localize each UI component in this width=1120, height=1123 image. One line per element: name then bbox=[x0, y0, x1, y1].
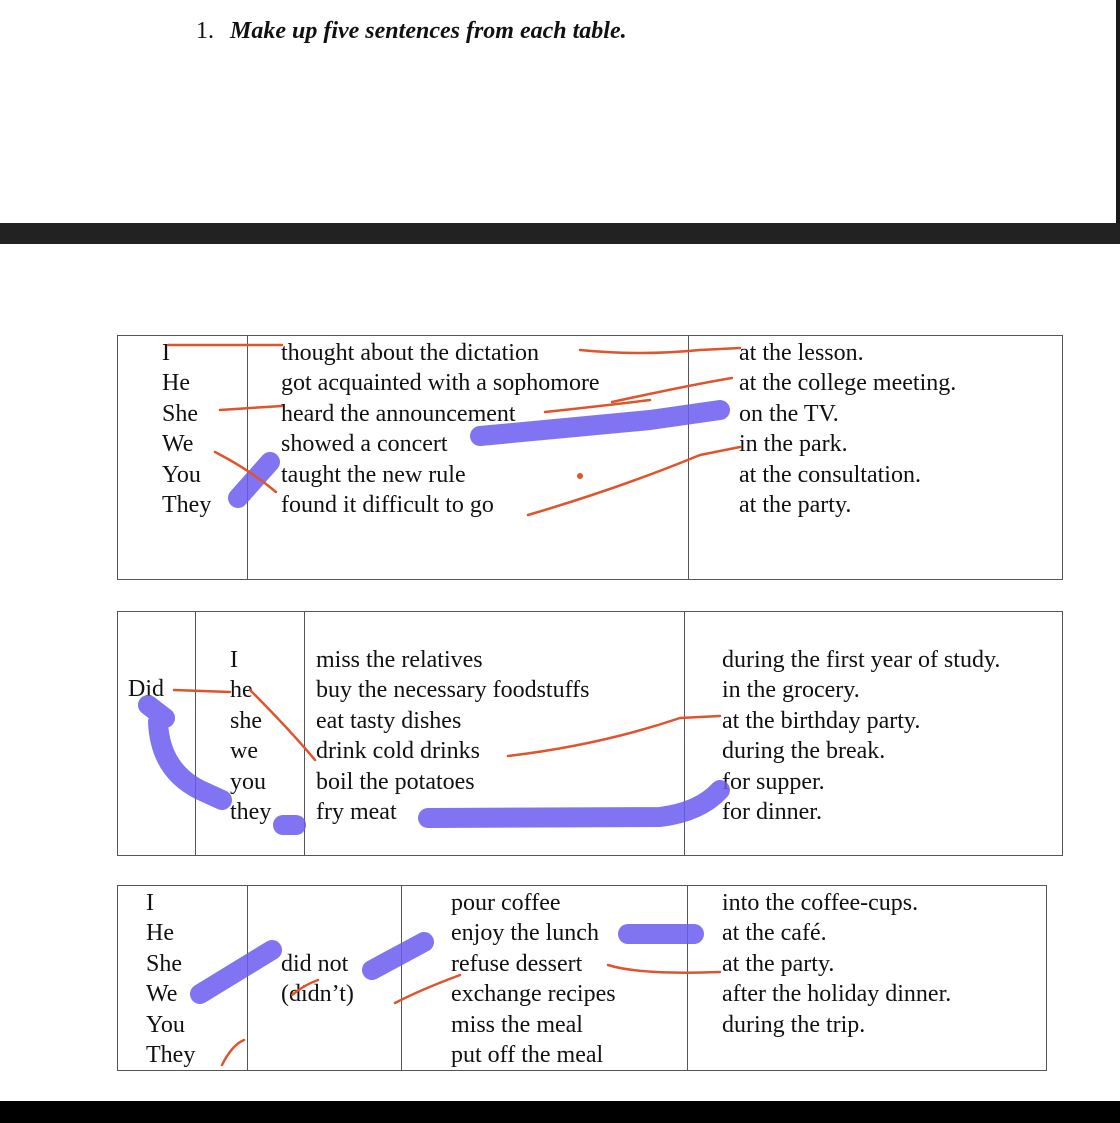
list-item: boil the potatoes bbox=[316, 768, 475, 795]
list-item: refuse dessert bbox=[451, 950, 583, 977]
page-divider bbox=[0, 223, 1120, 244]
table-3-negation bbox=[281, 949, 354, 1010]
list-item: we bbox=[230, 738, 258, 765]
list-item: heard the announcement bbox=[281, 400, 516, 427]
list-item: showed a concert bbox=[281, 431, 448, 458]
list-item: I bbox=[162, 340, 170, 366]
table-3-actions bbox=[451, 888, 616, 1070]
table-2-divider-3 bbox=[684, 612, 685, 855]
list-item: after the holiday dinner. bbox=[722, 981, 952, 1008]
table-3-subjects bbox=[146, 888, 195, 1070]
list-item: miss the meal bbox=[451, 1011, 583, 1038]
table-3 bbox=[117, 885, 1047, 1071]
list-item: He bbox=[162, 370, 190, 397]
list-item: exchange recipes bbox=[451, 981, 616, 1008]
list-item: I bbox=[230, 647, 238, 673]
list-item: drink cold drinks bbox=[316, 738, 480, 765]
list-item: at the birthday party. bbox=[722, 707, 921, 734]
table-1-divider-1 bbox=[247, 336, 248, 579]
list-item: for dinner. bbox=[722, 798, 822, 825]
list-item: during the first year of study. bbox=[722, 647, 1001, 673]
list-item: at the café. bbox=[722, 920, 827, 947]
list-item: We bbox=[162, 431, 194, 458]
list-item: at the party. bbox=[722, 950, 835, 977]
table-2-actions bbox=[316, 645, 590, 827]
list-item: she bbox=[230, 707, 262, 734]
list-item: They bbox=[146, 1041, 196, 1068]
list-item: they bbox=[230, 798, 272, 825]
list-item: He bbox=[146, 920, 174, 947]
list-item: They bbox=[162, 491, 212, 518]
list-item: at the party. bbox=[739, 491, 852, 518]
list-item: (didn’t) bbox=[281, 981, 354, 1008]
table-2-subjects bbox=[230, 645, 271, 827]
table-2-auxiliary: Did bbox=[128, 676, 164, 702]
list-item: taught the new rule bbox=[281, 461, 466, 488]
list-item: at the lesson. bbox=[739, 340, 864, 366]
list-item: She bbox=[146, 950, 182, 977]
table-3-divider-1 bbox=[247, 886, 248, 1070]
list-item: You bbox=[162, 461, 201, 488]
list-item: found it difficult to go bbox=[281, 491, 494, 518]
list-item: you bbox=[230, 768, 266, 795]
list-item: We bbox=[146, 981, 178, 1008]
list-item: got acquainted with a sophomore bbox=[281, 370, 600, 397]
exercise-heading bbox=[196, 14, 627, 48]
list-item: You bbox=[146, 1011, 185, 1038]
table-1-subjects bbox=[162, 338, 211, 520]
list-item: pour coffee bbox=[451, 890, 561, 916]
table-3-divider-3 bbox=[687, 886, 688, 1070]
list-item: in the park. bbox=[739, 431, 848, 458]
table-1 bbox=[117, 335, 1063, 580]
list-item: buy the necessary foodstuffs bbox=[316, 677, 590, 704]
list-item: did not bbox=[281, 951, 349, 977]
list-item: at the consultation. bbox=[739, 461, 921, 488]
table-3-places bbox=[722, 888, 951, 1040]
list-item: thought about the dictation bbox=[281, 340, 539, 366]
list-item: during the break. bbox=[722, 738, 886, 765]
list-item: on the TV. bbox=[739, 400, 839, 427]
exercise-instruction: Make up five sentences from each table. bbox=[230, 18, 627, 44]
table-1-actions bbox=[281, 338, 600, 520]
table-2-divider-1 bbox=[195, 612, 196, 855]
list-item: She bbox=[162, 400, 198, 427]
exercise-number: 1. bbox=[196, 18, 214, 44]
table-2-times bbox=[722, 645, 1000, 827]
table-2-divider-2 bbox=[304, 612, 305, 855]
list-item: he bbox=[230, 677, 253, 704]
list-item: for supper. bbox=[722, 768, 825, 795]
list-item: fry meat bbox=[316, 798, 397, 825]
table-1-places bbox=[739, 338, 956, 520]
list-item: I bbox=[146, 890, 154, 916]
list-item: miss the relatives bbox=[316, 647, 483, 673]
table-1-divider-2 bbox=[688, 336, 689, 579]
list-item: put off the meal bbox=[451, 1041, 604, 1068]
list-item: during the trip. bbox=[722, 1011, 866, 1038]
table-2 bbox=[117, 611, 1063, 856]
bottom-bar bbox=[0, 1101, 1120, 1123]
list-item: enjoy the lunch bbox=[451, 920, 599, 947]
list-item: at the college meeting. bbox=[739, 370, 957, 397]
page-edge bbox=[1116, 0, 1120, 223]
list-item: into the coffee-cups. bbox=[722, 890, 919, 916]
table-3-divider-2 bbox=[401, 886, 402, 1070]
list-item: in the grocery. bbox=[722, 677, 860, 704]
list-item: eat tasty dishes bbox=[316, 707, 462, 734]
